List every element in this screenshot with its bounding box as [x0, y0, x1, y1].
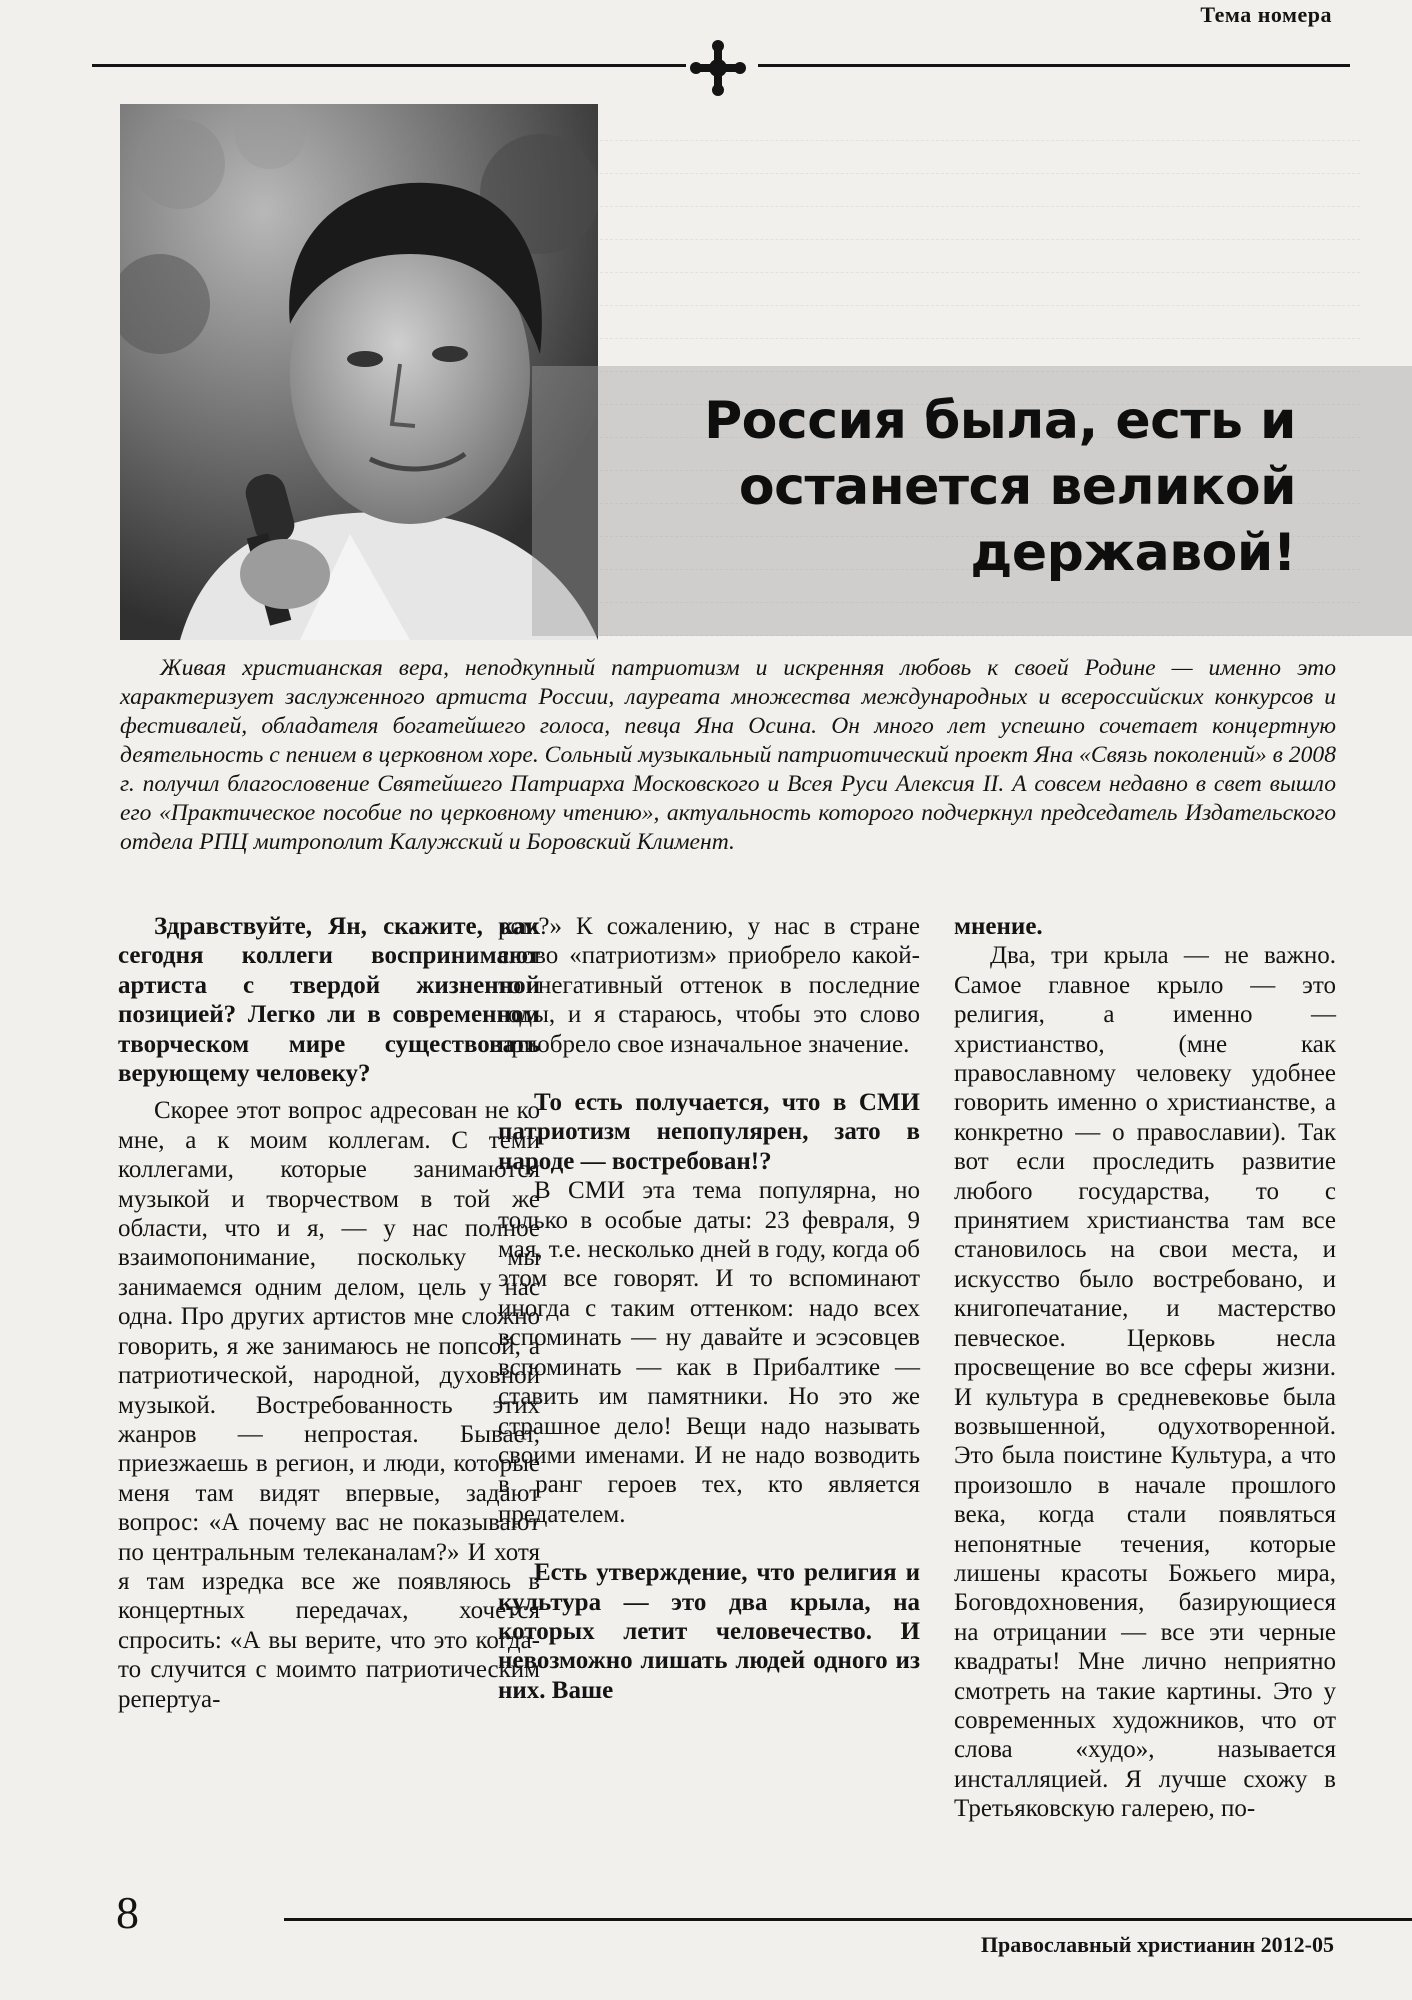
- text-column-1: [118, 912, 540, 1714]
- text-column-2: [498, 912, 920, 1705]
- cross-ornament-icon: [690, 40, 746, 96]
- bottom-rule: [284, 1918, 1412, 1921]
- portrait-photo: [120, 104, 598, 640]
- page-number: 8: [116, 1887, 139, 1938]
- answer-3: Два, три крыла — не важно. Самое главное крыло — это религия, а именно — христианство, (мне как православному человеку удобнее говорить именно о христианстве, а конкретно — о православии). Так вот если проследить развитие любого государства, то с принятием христианства там все становилось на свои места, и искусство было востребовано, и книгопечатание, и мастерство певческое. Церковь несла просвещение во все сферы жизни. И культура в средневековье была возвышенной, одухотворенной. Это была поистине Культура, а что произошло в начале прошлого века, когда стали появляться непонятные течения, которые лишены красоты Божьего мира, Боговдохновения, базирующиеся на отрицании — все эти черные квадраты! Мне лично неприятно смотреть на такие картины. Это у современных художников, что от слова «худо», называется инсталляцией. Я лучше схожу в Третьяковскую галерею, по-: [954, 942, 1336, 1823]
- top-rule-left: [92, 64, 686, 67]
- title-line-3: державой!: [970, 523, 1296, 583]
- article-title: [548, 388, 1296, 586]
- article-lead: Живая христианская вера, неподкупный патриотизм и искренняя любовь к своей Родине — именно это характеризует заслуженного артиста России, лауреата множества международных и всероссийских конкурсов и фестивалей, обладателя богатейшего голоса, певца Яна Осина. Он много лет успешно сочетает концертную деятельность с пением в церковном хоре. Сольный музыкальный патриотический проект Яна «Связь поколений» в 2008 г. получил благословение Святейшего Патриарха Московского и Всея Руси Алексия II. А совсем недавно в свет вышло его «Практическое пособие по церковному чтению», актуальность которого подчеркнул председатель Издательского отдела РПЦ митрополит Калужский и Боровский Климент.: [120, 655, 1336, 855]
- title-line-1: Россия была, есть и: [704, 391, 1296, 451]
- title-line-2: останется великой: [738, 457, 1296, 517]
- question-1: Здравствуйте, Ян, скажите, как сегодня коллеги воспринимают артиста с твердой жизненной позицией? Легко ли в современном творческом мире существовать верующему человеку?: [118, 913, 540, 1088]
- question-3: Есть утверждение, что религия и культура — это два крыла, на которых летит человечество. И невозможно лишать людей одного из них. Ваше: [498, 1559, 920, 1704]
- answer-1-continued: ром?» К сожалению, у нас в стране слово «патриотизм» приобрело какой-то негативный оттенок в последние годы, и я стараюсь, чтобы это слово приобрело свое изначальное значение.: [498, 913, 920, 1058]
- question-3-continued: мнение.: [954, 913, 1043, 940]
- singer-portrait-illustration: [120, 104, 598, 640]
- magazine-footer: Православный христианин 2012-05: [980, 1932, 1334, 1957]
- answer-2: В СМИ эта тема популярна, но только в особые даты: 23 февраля, 9 мая, т.е. несколько дней в году, когда об этом все говорят. И то вспоминают иногда с таким оттенком: надо всех вспоминать — ну давайте и эсэсовцев вспоминать — как в Прибалтике — ставить им памятники. Но это же страшное дело! Вещи надо называть своими именами. И не надо возводить в ранг героев тех, кто является предателем.: [498, 1177, 920, 1528]
- answer-1: Скорее этот вопрос адресован не ко мне, а к моим коллегам. С теми коллегами, которые занимаются музыкой и творчеством в той же области, что и я, — у нас полное взаимопонимание, поскольку мы занимаемся одним делом, цель у нас одна. Про других артистов мне сложно говорить, я же занимаюсь не попсой, а патриотической, народной, духовной музыкой. Востребованность этих жанров — непростая. Бывает, приезжаешь в регион, и люди, которые меня там видят впервые, задают вопрос: «А почему вас не показывают по центральным телеканалам?» И хотя я там изредка все же появляюсь в концертных передачах, хочется спросить: «А вы верите, что это когда-то случится с моимто патриотическим репертуа-: [118, 1097, 540, 1713]
- question-2: То есть получается, что в СМИ патриотизм непопулярен, зато в народе — востребован!?: [498, 1089, 920, 1175]
- top-rule-right: [758, 64, 1350, 67]
- text-column-3: [954, 912, 1336, 1824]
- section-label: Тема номера: [1200, 2, 1332, 27]
